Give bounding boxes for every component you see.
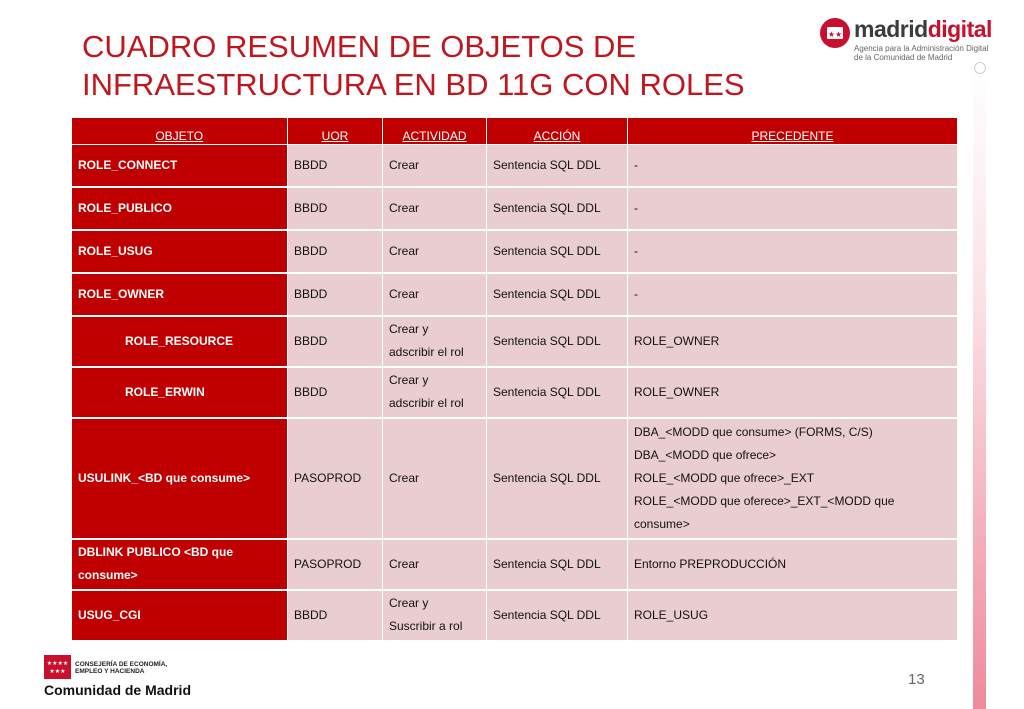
cell-actividad-line: Crear [389, 157, 420, 172]
table-row [72, 539, 958, 590]
cell-objeto-line: DBLINK PUBLICO <BD que [78, 545, 234, 559]
cell-actividad [383, 367, 487, 418]
cell-actividad [383, 316, 487, 367]
cell-precedente-line: DBA_<MODD que consume> (FORMS, C/S) [634, 424, 873, 439]
cell-actividad-line: Crear y [389, 322, 429, 336]
cell-uor: BBDD [288, 145, 383, 187]
cell-actividad-line: Crear y [389, 373, 429, 387]
cell-accion: Sentencia SQL DDL [487, 187, 628, 230]
cell-precedente [628, 590, 958, 641]
cell-uor: PASOPROD [288, 539, 383, 590]
cell-precedente [628, 145, 958, 187]
cell-precedente-line: - [634, 157, 638, 172]
summary-table [71, 118, 958, 642]
cell-uor: BBDD [288, 273, 383, 316]
cell-precedente [628, 273, 958, 316]
cell-objeto-line: ROLE_OWNER [78, 286, 165, 301]
cell-objeto [72, 316, 288, 367]
table-row [72, 316, 958, 367]
page-title [82, 28, 802, 104]
cell-objeto [72, 145, 288, 187]
cell-precedente-line: Entorno PREPRODUCCIÓN [634, 556, 787, 571]
cell-uor: BBDD [288, 316, 383, 367]
cell-precedente [628, 187, 958, 230]
cell-actividad-line: Crear [389, 200, 420, 215]
comunidad-label: Comunidad de Madrid [44, 682, 191, 698]
cell-uor: BBDD [288, 230, 383, 273]
cell-actividad-line: Crear [389, 556, 420, 571]
cell-actividad [383, 539, 487, 590]
cell-precedente [628, 418, 958, 539]
cell-actividad-line: adscribir el rol [389, 396, 464, 410]
cell-actividad-line: Crear [389, 286, 420, 301]
cell-precedente-line: consume> [634, 516, 690, 531]
decorative-dot [974, 62, 986, 74]
madrid-star-icon [820, 18, 850, 48]
cell-objeto-line: ROLE_RESOURCE [125, 333, 234, 348]
cell-precedente-line: - [634, 243, 638, 258]
header-uor: UOR [288, 118, 383, 145]
header-accion: ACCIÓN [487, 118, 628, 145]
cell-precedente-line: - [634, 286, 638, 301]
header-actividad: ACTIVIDAD [383, 118, 487, 145]
cell-uor: BBDD [288, 187, 383, 230]
comunidad-madrid-logo [44, 655, 244, 703]
cell-accion: Sentencia SQL DDL [487, 230, 628, 273]
page-number: 13 [908, 671, 925, 688]
cell-objeto-line: USULINK_<BD que consume> [78, 470, 251, 485]
cell-objeto-line: ROLE_PUBLICO [78, 200, 173, 215]
madrid-flag-icon [44, 655, 71, 679]
cell-precedente-line: ROLE_USUG [634, 607, 709, 622]
decorative-side-bar [973, 66, 986, 709]
cell-precedente-line: - [634, 200, 638, 215]
cell-accion: Sentencia SQL DDL [487, 590, 628, 641]
svg-text:★★★: ★★★ [49, 668, 66, 675]
cell-precedente-line: DBA_<MODD que ofrece> [634, 447, 777, 462]
svg-text:★★★★: ★★★★ [46, 660, 69, 667]
cell-objeto-line: ROLE_USUG [78, 243, 153, 258]
cell-actividad [383, 230, 487, 273]
cell-accion: Sentencia SQL DDL [487, 316, 628, 367]
table-row [72, 367, 958, 418]
cell-objeto [72, 418, 288, 539]
table-row [72, 145, 958, 187]
header-precedente: PRECEDENTE [628, 118, 958, 145]
cell-objeto [72, 230, 288, 273]
cell-objeto-line: consume> [78, 568, 138, 582]
cell-accion: Sentencia SQL DDL [487, 145, 628, 187]
cell-precedente [628, 367, 958, 418]
table-header-row [72, 118, 958, 145]
cell-precedente [628, 230, 958, 273]
cell-actividad [383, 273, 487, 316]
cell-objeto-line: ROLE_ERWIN [125, 384, 205, 399]
cell-accion: Sentencia SQL DDL [487, 367, 628, 418]
cell-objeto [72, 539, 288, 590]
logo-wordmark: madriddigital [854, 16, 992, 42]
cell-actividad [383, 187, 487, 230]
cell-accion: Sentencia SQL DDL [487, 539, 628, 590]
cell-uor: BBDD [288, 590, 383, 641]
cell-objeto [72, 590, 288, 641]
madrid-digital-logo [820, 16, 1000, 64]
header-objeto: OBJETO [72, 118, 288, 145]
cell-precedente [628, 316, 958, 367]
cell-precedente [628, 539, 958, 590]
cell-precedente-line: ROLE_OWNER [634, 384, 720, 399]
table-row [72, 590, 958, 641]
cell-objeto [72, 187, 288, 230]
table-row [72, 418, 958, 539]
cell-objeto [72, 273, 288, 316]
title-line-1: CUADRO RESUMEN DE OBJETOS DE [82, 29, 637, 64]
cell-actividad-line: Suscribir a rol [389, 619, 463, 633]
cell-accion: Sentencia SQL DDL [487, 418, 628, 539]
cell-actividad-line: adscribir el rol [389, 345, 464, 359]
cell-uor: PASOPROD [288, 418, 383, 539]
cell-actividad-line: Crear [389, 470, 420, 485]
cell-actividad [383, 418, 487, 539]
cell-precedente-line: ROLE_<MODD que ofrece>_EXT [634, 470, 815, 485]
table-row [72, 273, 958, 316]
cell-precedente-line: ROLE_OWNER [634, 333, 720, 348]
consejeria-label: CONSEJERÍA DE ECONOMÍA, EMPLEO Y HACIENDA [75, 661, 168, 675]
cell-actividad [383, 145, 487, 187]
cell-accion: Sentencia SQL DDL [487, 273, 628, 316]
cell-uor: BBDD [288, 367, 383, 418]
cell-actividad-line: Crear [389, 243, 420, 258]
logo-subtitle: Agencia para la Administración Digital de la Comunidad de Madrid [854, 44, 989, 62]
table-row [72, 230, 958, 273]
cell-objeto-line: ROLE_CONNECT [78, 157, 178, 172]
svg-text:★★: ★★ [827, 30, 843, 39]
cell-precedente-line: ROLE_<MODD que oferece>_EXT_<MODD que [634, 493, 895, 508]
title-line-2: INFRAESTRUCTURA EN BD 11G CON ROLES [82, 67, 745, 102]
cell-objeto-line: USUG_CGI [78, 607, 141, 622]
cell-actividad-line: Crear y [389, 596, 429, 610]
cell-objeto [72, 367, 288, 418]
table-row [72, 187, 958, 230]
cell-actividad [383, 590, 487, 641]
